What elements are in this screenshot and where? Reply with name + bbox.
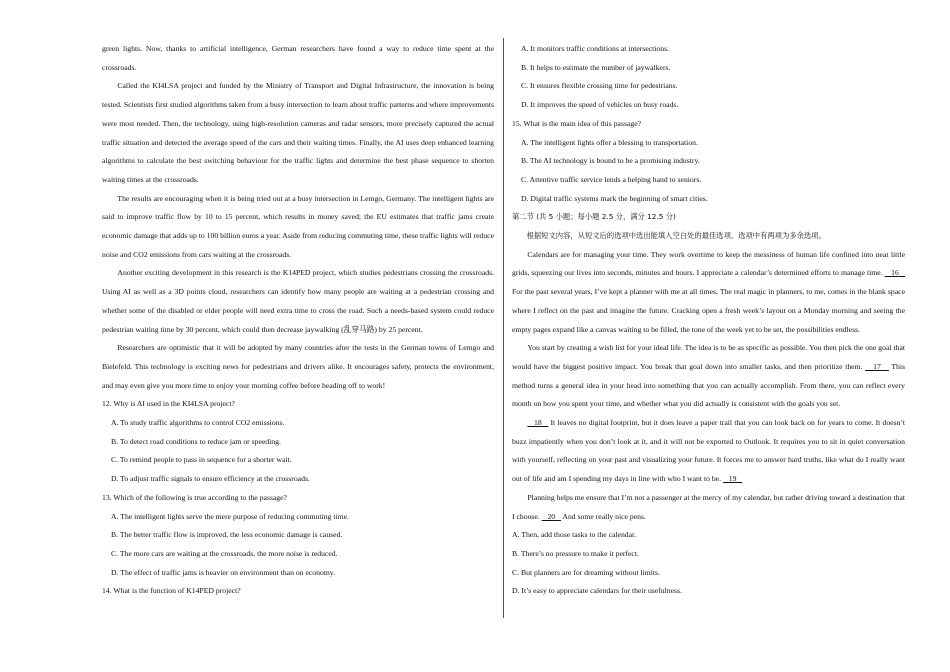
option-12c: C. To remind people to pass in sequence for a shorter wait. bbox=[111, 455, 292, 465]
option-13d: D. The effect of traffic jams is heavier on environment than on economy. bbox=[111, 567, 336, 577]
column-divider bbox=[503, 38, 504, 618]
question-15: 15. What is the main idea of this passage? bbox=[512, 118, 642, 128]
option-13c: C. The more cars are waiting at the crossroads, the more noise is reduced. bbox=[111, 548, 338, 558]
choice-b: B. There’s no pressure to make it perfect. bbox=[512, 548, 639, 558]
paragraph-text: For the past several years, I’ve kept a planner with me at all times. The real magic in planners, to me, comes in the blank space where I reflect on the past and imagine the future. Cracking open a fresh week’s layout on a Monday morning and seeing the empty pages expand like a canvas waiting to be filled, the tone of the week yet to be set, the possibilities endless. bbox=[512, 287, 905, 334]
option-15a: A. The intelligent lights offer a blessing to transportation. bbox=[521, 137, 698, 147]
option-15b: B. The AI technology is bound to be a promising industry. bbox=[521, 156, 700, 166]
left-column bbox=[102, 40, 494, 601]
option-12b: B. To detect road conditions to reduce jam or speeding. bbox=[111, 436, 281, 446]
blank-19 bbox=[723, 474, 742, 483]
option-13b: B. The better traffic flow is improved, the less economic damage is caused. bbox=[111, 530, 343, 540]
choice-d: D. It’s easy to appreciate calendars for their usefulness. bbox=[512, 586, 682, 596]
passage-paragraph: Called the KI4LSA project and funded by the Ministry of Transport and Digital Infrastructure, the innovation is being tested. Scientists first studied algorithms taken from a busy intersection to learn about traffic patterns and where improvements were most needed. Then, the technology, using high-resolution cameras and radar sensors, more precisely captured the actual traffic situation and detected the average speed of the cars and their waiting times. Finally, the AI uses deep enhanced learning algorithms to calculate the best switching behaviour for the traffic lights and determine the best phase sequence to shorten waiting times at the crossroads. bbox=[102, 81, 494, 184]
blank-18 bbox=[527, 418, 548, 427]
blank-20 bbox=[542, 512, 561, 521]
passage-paragraph bbox=[512, 414, 905, 489]
option-12d: D. To adjust traffic signals to ensure efficiency at the crossroads. bbox=[111, 474, 310, 484]
question-13: 13. Which of the following is true according to the passage? bbox=[102, 492, 287, 502]
passage-paragraph: Another exciting development in this research is the K14PED project, which studies pedestrians crossing the crossroads. Using AI as well as a 3D points cloud, researchers can identify how many people are waiting at a pedestrian crossing and whether some of the disabled or elder people will need extra time to cross the road. Such a needs-based system could reduce pedestrian waiting time by 30 percent, which could then decrease jaywalking (乱穿马路) by 25 percent. bbox=[102, 268, 494, 334]
passage-paragraph: Researchers are optimistic that it will be adopted by many countries after the tests in the German towns of Lemgo and Bielefeld. This technology is exciting news for pedestrians and drivers alike. It encourages safety, protects the environment, and may even give you more time to enjoy your morning coffee before heading off to work! bbox=[102, 343, 494, 390]
option-13a: A. The intelligent lights serve the mere purpose of reducing commuting time. bbox=[111, 511, 349, 521]
paragraph-text: It leaves no digital footprint, but it does leave a paper trail that you can look back on for years to come. It doesn’t buzz impatiently when you don’t look at it, and it will not be exported to Outlook. It requires you to sit in quiet conversation with yourself, reflecting on your past and visualizing your future. It forces me to answer hard truths, like what do I really want out of life and am I spending my days in line with who I want to be. bbox=[512, 418, 905, 484]
blank-number: 17 bbox=[873, 361, 881, 371]
paragraph-text: Calendars are for managing your time. They work overtime to keep the messiness of human life confined into neat little grids, squeezing our lives into seconds, minutes and hours. I appreciate a calendar’s determined efforts to manage time. bbox=[512, 249, 905, 278]
paragraph-text: Planning helps me ensure that I’m not a passenger at the mercy of my calendar, but rather driving toward a destination that I choose. bbox=[512, 492, 905, 521]
blank-number: 20 bbox=[547, 511, 556, 521]
question-14: 14. What is the function of K14PED project? bbox=[102, 586, 241, 596]
passage-paragraph: green lights. Now, thanks to artificial intelligence, German researchers have found a way to reduce time spent at the crossroads. bbox=[102, 44, 494, 72]
question-12: 12. Why is AI used in the KI4LSA project? bbox=[102, 399, 235, 409]
blank-number: 16 bbox=[891, 268, 899, 278]
option-15c: C. Attentive traffic service lends a helping hand to seniors. bbox=[521, 174, 702, 184]
paragraph-text: And some really nice pens. bbox=[562, 511, 646, 521]
option-14b: B. It helps to estimate the number of jaywalkers. bbox=[521, 62, 671, 72]
option-15d: D. Digital traffic systems mark the beginning of smart cities. bbox=[521, 193, 708, 203]
paragraph-text: This method turns a general idea in your head into something that you can actually accomplish. From there, you can reflect every month on how you spent your time, and whether what you did actually is consistent with the goals you set. bbox=[512, 361, 906, 409]
blank-number: 19 bbox=[728, 474, 737, 484]
option-14c: C. It ensures flexible crossing time for pedestrians. bbox=[521, 81, 678, 91]
section-heading: 第二节 (共 5 小题；每小题 2.5 分，满分 12.5 分) bbox=[512, 212, 676, 222]
option-14d: D. It improves the speed of vehicles on busy roads. bbox=[521, 100, 679, 110]
blank-17 bbox=[865, 362, 889, 371]
right-column bbox=[512, 40, 905, 601]
passage-paragraph: The results are encouraging when it is being tried out at a busy intersection in Lemgo, Germany. The intelligent lights are said to improve traffic flow by 10 to 15 percent, which results in money saved; the EU estimates that traffic jams create economic damage that adds up to 100 billion euros a year. Aside from reducing commuting time, these traffic lights will reduce noise and CO2 emissions from cars waiting at the crossroads. bbox=[102, 193, 494, 259]
blank-number: 18 bbox=[534, 418, 542, 428]
paragraph-text: You start by creating a wish list for your ideal life. The idea is to be as specific as possible. You then pick the one goal that would have the biggest positive impact. You break that goal down into smaller tasks, and then prioritize them. bbox=[512, 343, 905, 371]
section-instruction: 根据短文内容，从短文后的选项中选出能填入空白处的最佳选项。选项中有两项为多余选项。 bbox=[526, 231, 826, 241]
passage-paragraph bbox=[512, 246, 905, 340]
option-14a: A. It monitors traffic conditions at intersections. bbox=[521, 44, 670, 53]
passage-paragraph bbox=[512, 339, 905, 414]
blank-16 bbox=[885, 268, 905, 277]
choice-a: A. Then, add those tasks to the calendar. bbox=[512, 530, 637, 540]
option-12a: A. To study traffic algorithms to control CO2 emissions. bbox=[111, 418, 285, 428]
passage-paragraph bbox=[512, 489, 905, 526]
choice-c: C. But planners are for dreaming without limits. bbox=[512, 567, 660, 577]
